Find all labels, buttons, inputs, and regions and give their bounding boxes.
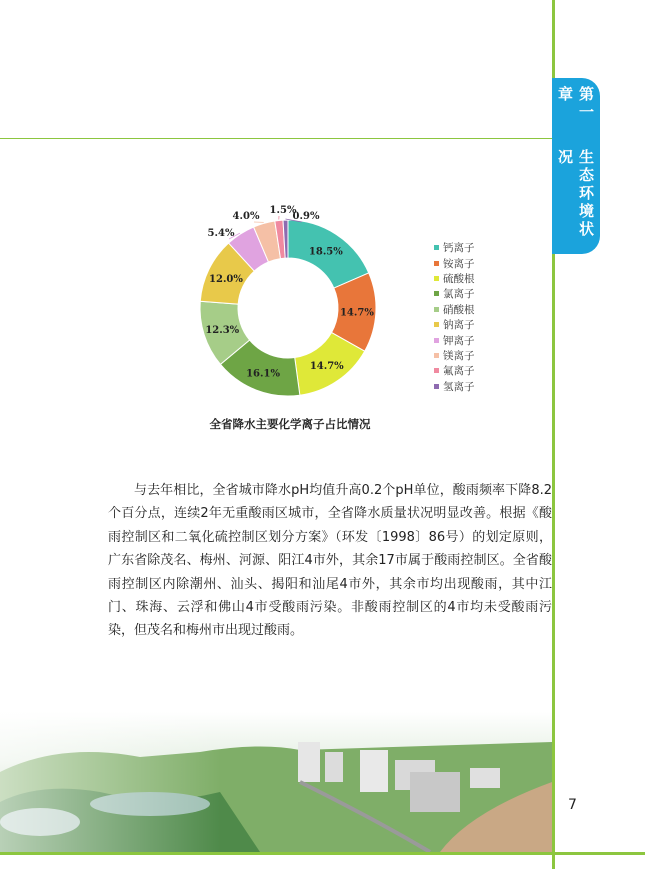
campus-aerial-photo bbox=[0, 712, 552, 852]
legend-label: 氯离子 bbox=[443, 288, 475, 301]
slice-label-6: 5.4% bbox=[207, 228, 235, 239]
legend-item bbox=[434, 363, 475, 378]
legend-label: 钠离子 bbox=[443, 319, 475, 332]
legend-label: 氢离子 bbox=[443, 380, 475, 393]
legend-item bbox=[434, 240, 475, 255]
slice-label-4: 12.3% bbox=[205, 324, 240, 336]
legend-label: 硫酸根 bbox=[443, 272, 475, 285]
legend-item bbox=[434, 317, 475, 332]
bottom-divider bbox=[0, 852, 645, 855]
legend-label: 铵离子 bbox=[443, 257, 475, 270]
legend-item bbox=[434, 379, 475, 394]
slice-label-3: 16.1% bbox=[246, 368, 280, 380]
slice-label-9: 0.9% bbox=[292, 211, 320, 222]
legend-label: 硝酸根 bbox=[443, 303, 475, 316]
horizontal-divider bbox=[0, 138, 555, 139]
legend-item bbox=[434, 271, 475, 286]
chart-caption: 全省降水主要化学离子占比情况 bbox=[209, 417, 371, 431]
legend-item bbox=[434, 332, 475, 347]
slice-label-5: 12.0% bbox=[209, 273, 243, 285]
legend-swatch bbox=[434, 261, 439, 266]
legend-swatch bbox=[434, 307, 439, 312]
slice-label-7: 4.0% bbox=[232, 211, 260, 222]
body-paragraph: 与去年相比，全省城市降水pH均值升高0.2个pH单位，酸雨频率下降8.2个百分点，连续2年无重酸雨区城市，全省降水质量状况明显改善。根据《酸雨控制区和二氧化硫控制区划分方案》（环发〔1998〕86号）的划定原则，广东省除茂名、梅州、河源、阳江4市外，其余17市属于酸雨控制区。全省酸雨控制区内除潮州、汕头、揭阳和汕尾4市外，其余市均出现酸雨，其中江门、珠海、云浮和佛山4市受酸雨污染。非酸雨控制区的4市均未受酸雨污染，但茂名和梅州市出现过酸雨。 bbox=[108, 483, 552, 639]
chapter-tab bbox=[552, 78, 600, 254]
page-number: 7 bbox=[568, 797, 577, 813]
legend-swatch bbox=[434, 245, 439, 250]
chapter-label: 第一章 bbox=[556, 86, 595, 122]
slice-label-8: 1.5% bbox=[269, 205, 297, 216]
slice-label-0: 18.5% bbox=[308, 246, 343, 258]
legend-item bbox=[434, 286, 475, 301]
legend-swatch bbox=[434, 338, 439, 343]
legend-swatch bbox=[434, 368, 439, 373]
legend-label: 钾离子 bbox=[443, 334, 475, 347]
legend-swatch bbox=[434, 322, 439, 327]
legend-item bbox=[434, 255, 475, 270]
legend-swatch bbox=[434, 384, 439, 389]
legend-item bbox=[434, 348, 475, 363]
chapter-title: 生态环境状况 bbox=[556, 148, 595, 239]
legend-label: 镁离子 bbox=[443, 349, 475, 362]
slice-label-2: 14.7% bbox=[309, 361, 344, 373]
legend-swatch bbox=[434, 291, 439, 296]
legend-label: 钙离子 bbox=[443, 242, 475, 255]
legend-swatch bbox=[434, 353, 439, 358]
slice-label-1: 14.7% bbox=[339, 307, 374, 319]
chart-legend bbox=[434, 240, 475, 394]
donut-chart bbox=[190, 200, 430, 400]
legend-swatch bbox=[434, 276, 439, 281]
legend-label: 氟离子 bbox=[443, 365, 475, 378]
legend-item bbox=[434, 302, 475, 317]
